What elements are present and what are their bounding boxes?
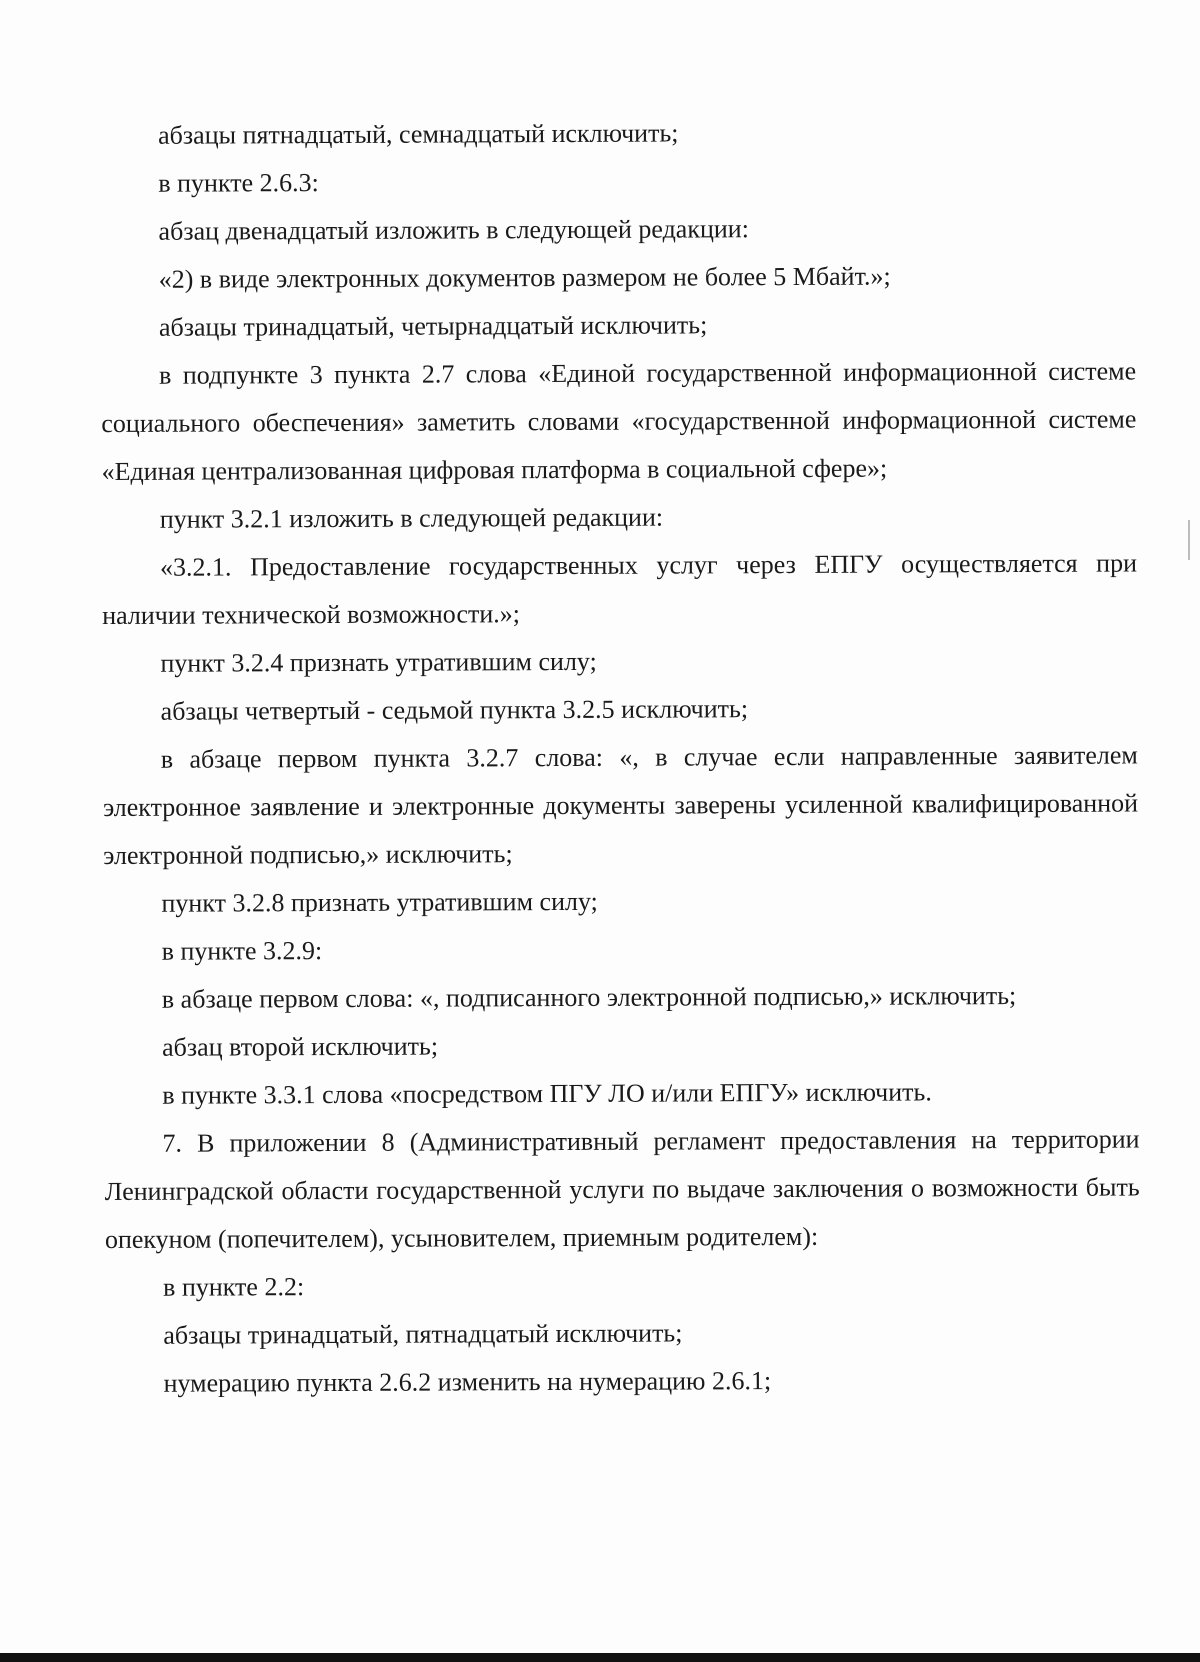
paragraph: абзацы тринадцатый, четырнадцатый исключить; [158,310,708,342]
paragraph: абзацы четвертый - седьмой пункта 3.2.5 исключить; [160,694,749,726]
paragraph: абзац второй исключить; [162,1031,439,1062]
paragraph: абзац двенадцатый изложить в следующей редакции: [158,214,749,246]
paragraph: пункт 3.2.1 изложить в следующей редакции: [159,502,664,534]
paragraph: 7. В приложении 8 (Административный регламент предоставления на территории Ленинградской области государственной услуги по выдаче заключения о возможности быть опекуном (попечителем), усыновителем, приемным родителем): [104,1124,1140,1254]
paragraph: в пункте 2.2: [163,1272,305,1302]
paragraph: в пункте 2.6.3: [158,168,319,198]
paragraph: абзацы пятнадцатый, семнадцатый исключить; [158,118,679,150]
paragraph: абзацы тринадцатый, пятнадцатый исключить; [163,1318,683,1350]
scan-bottom-edge [0,1653,1200,1662]
paragraph: «2) в виде электронных документов размером не более 5 Мбайт.»; [158,261,891,294]
paragraph: в абзаце первом слова: «, подписанного электронной подписью,» исключить; [161,981,1017,1014]
paragraph: пункт 3.2.4 признать утратившим силу; [160,646,597,678]
paragraph: «3.2.1. Предоставление государственных услуг через ЕПГУ осуществляется при наличии технической возможности.»; [102,548,1138,630]
paragraph: в абзаце первом пункта 3.2.7 слова: «, в случае если направленные заявителем электронное заявление и электронные документы заверены усиленной квалифицированной электронной подписью,» исключить; [102,740,1139,870]
scan-artifact-line [1188,520,1190,560]
paragraph: в подпункте 3 пункта 2.7 слова «Единой государственной информационной системе социального обеспечения» заметить словами «государственной информационной системе «Единая централизованная цифровая платформа в социальной сфере»; [101,356,1137,486]
paragraph: нумерацию пункта 2.6.2 изменить на нумерацию 2.6.1; [163,1366,772,1398]
paragraph: в пункте 3.2.9: [161,936,323,966]
paragraph: пункт 3.2.8 признать утратившим силу; [161,886,598,918]
paragraph: в пункте 3.3.1 слова «посредством ПГУ ЛО и/или ЕПГУ» исключить. [162,1077,932,1110]
document-body [100,107,1141,1408]
